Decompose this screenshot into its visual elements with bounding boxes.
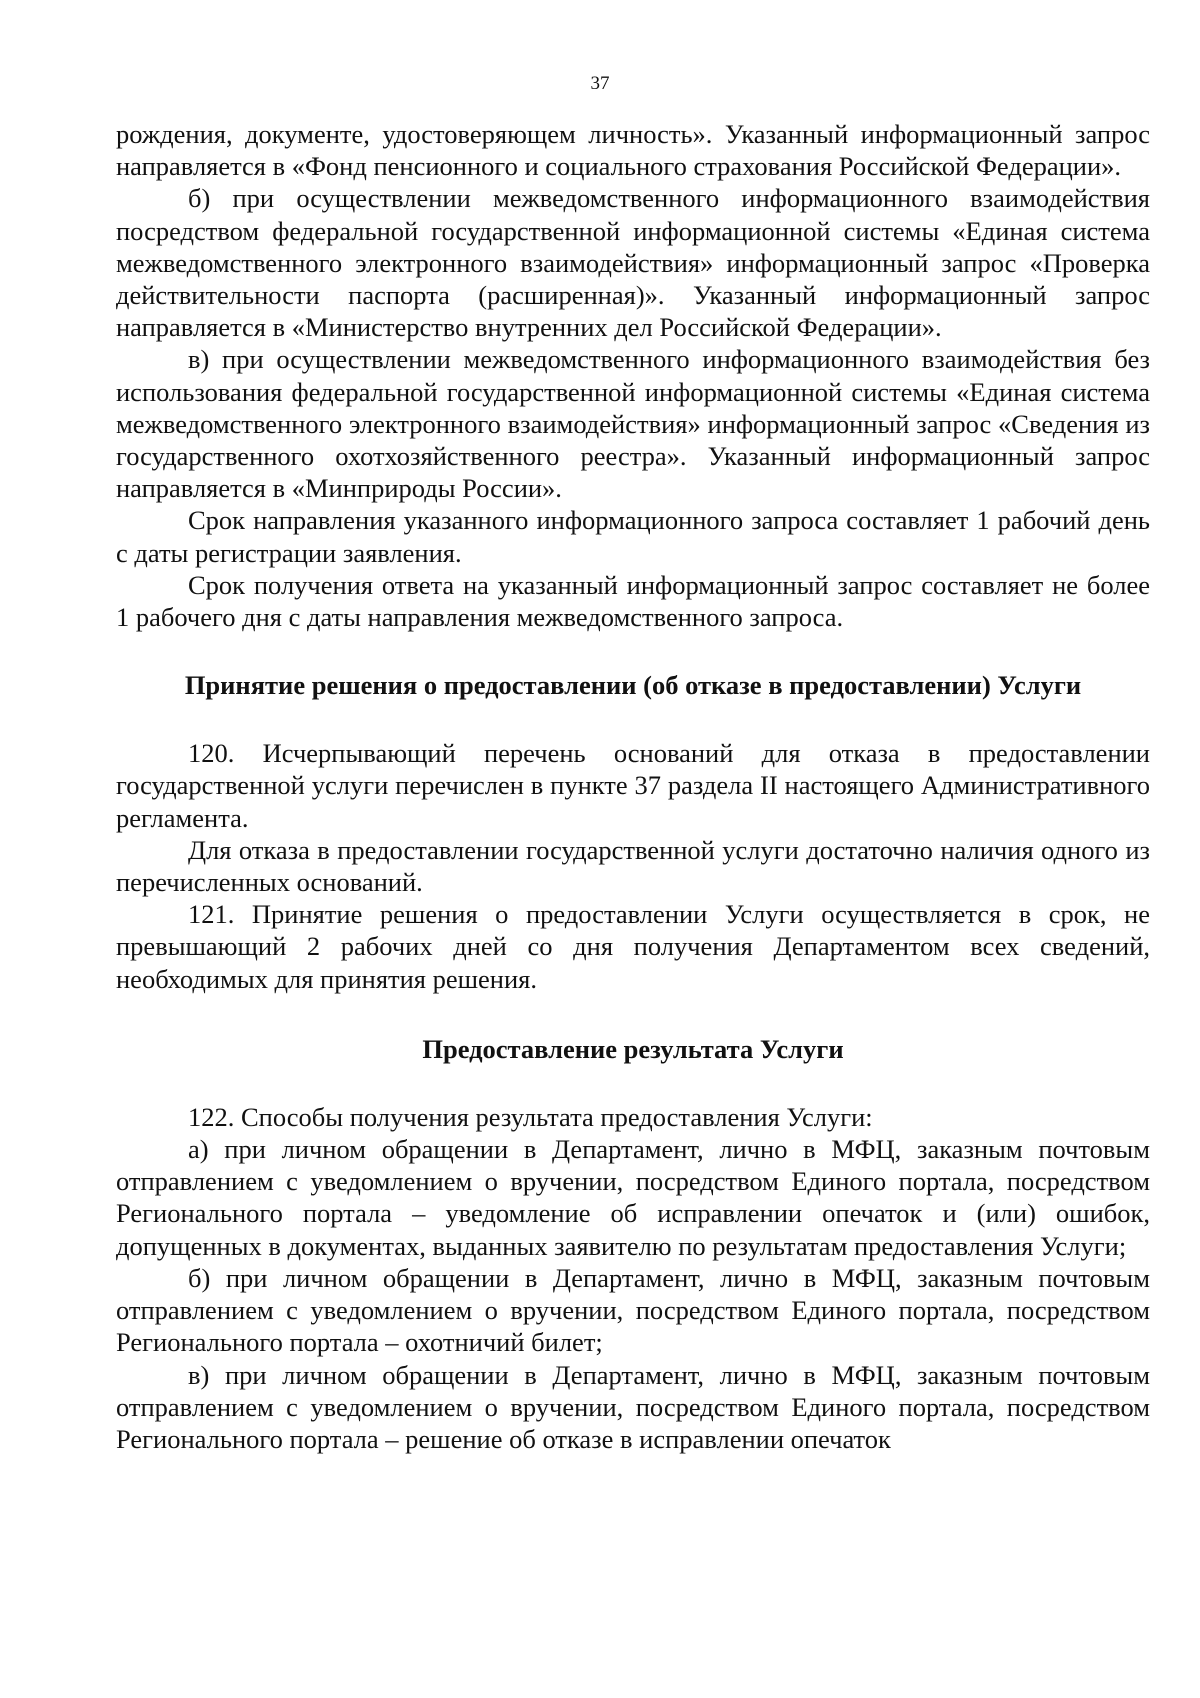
paragraph-refusal-sufficiency: Для отказа в предоставлении государственной услуги достаточно наличия одного из перечисленных оснований.: [116, 834, 1150, 898]
paragraph-120: 120. Исчерпывающий перечень оснований для отказа в предоставлении государственной услуги перечислен в пункте 37 раздела II настоящего Административного регламента.: [116, 738, 1150, 833]
paragraph-item-v: в) при осуществлении межведомственного информационного взаимодействия без использования федеральной государственной информационной системы «Единая система межведомственного электронного взаимодействия» информационный запрос «Сведения из государственного охотхозяйственного реестра». Указанный информационный запрос направляется в «Минприроды России».: [116, 344, 1150, 504]
paragraph-continuation: рождения, документе, удостоверяющем личность». Указанный информационный запрос направляется в «Фонд пенсионного и социального страхования Российской Федерации».: [116, 119, 1150, 182]
section-heading-result: Предоставление результата Услуги: [422, 1033, 844, 1064]
paragraph-122: 122. Способы получения результата предоставления Услуги:: [188, 1101, 873, 1132]
section-heading-decision: Принятие решения о предоставлении (об отказе в предоставлении) Услуги: [184, 670, 1082, 701]
page-number: 37: [590, 73, 610, 94]
page-body: [116, 118, 1150, 1455]
paragraph-item-b: б) при осуществлении межведомственного информационного взаимодействия посредством федеральной государственной информационной системы «Единая система межведомственного электронного взаимодействия» информационный запрос «Проверка действительности паспорта (расширенная)». Указанный информационный запрос направляется в «Министерство внутренних дел Российской Федерации».: [116, 183, 1150, 343]
paragraph-121: 121. Принятие решения о предоставлении Услуги осуществляется в срок, не превышающий 2 рабочих дней со дня получения Департаментом всех сведений, необходимых для принятия решения.: [116, 899, 1150, 994]
paragraph-122-v: в) при личном обращении в Департамент, лично в МФЦ, заказным почтовым отправлением с уведомлением о вручении, посредством Единого портала, посредством Регионального портала – решение об отказе в исправлении опечаток: [116, 1359, 1150, 1454]
paragraph-122-a: а) при личном обращении в Департамент, лично в МФЦ, заказным почтовым отправлением с уведомлением о вручении, посредством Единого портала, посредством Регионального портала – уведомление об исправлении опечаток и (или) ошибок, допущенных в документах, выданных заявителю по результатам предоставления Услуги;: [116, 1134, 1150, 1261]
paragraph-request-term: Срок направления указанного информационного запроса составляет 1 рабочий день с даты регистрации заявления.: [116, 505, 1150, 568]
paragraph-response-term: Срок получения ответа на указанный информационный запрос составляет не более 1 рабочего дня с даты направления межведомственного запроса.: [116, 569, 1150, 633]
paragraph-122-b: б) при личном обращении в Департамент, лично в МФЦ, заказным почтовым отправлением с уведомлением о вручении, посредством Единого портала, посредством Регионального портала – охотничий билет;: [116, 1262, 1150, 1358]
